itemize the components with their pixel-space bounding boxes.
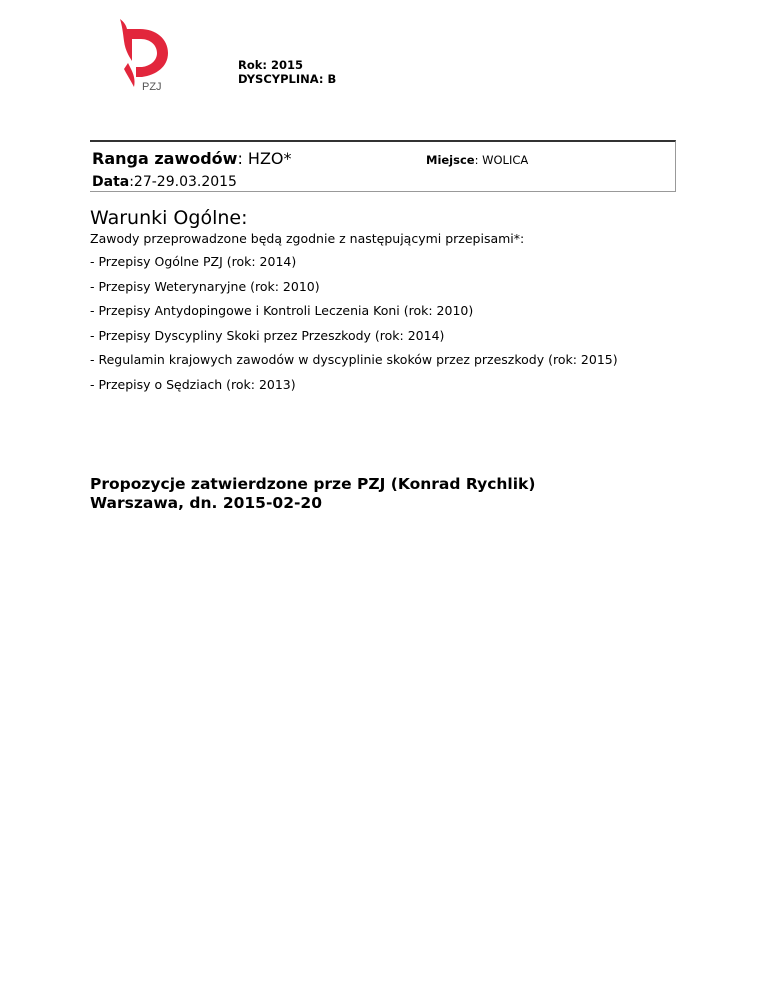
event-info-box: [90, 140, 676, 192]
rank-label: Ranga zawodów: [92, 149, 238, 168]
place-label: Miejsce: [426, 153, 475, 167]
rule-item: - Przepisy Ogólne PZJ (rok: 2014): [90, 254, 297, 269]
event-date: [92, 174, 237, 190]
approval-line: Propozycje zatwierdzone prze PZJ (Konrad Rychlik): [90, 475, 536, 493]
rule-item: - Przepisy Dyscypliny Skoki przez Przeszkody (rok: 2014): [90, 327, 445, 343]
discipline-label: DYSCYPLINA: B: [238, 72, 337, 86]
year-label: Rok: 2015: [238, 58, 304, 72]
conditions-title: Warunki Ogólne:: [90, 207, 248, 229]
conditions-intro: Zawody przeprowadzone będą zgodnie z następującymi przepisami*:: [90, 231, 525, 246]
rule-item: - Przepisy Weterynaryjne (rok: 2010): [90, 278, 320, 294]
pzj-logo: [114, 15, 176, 93]
svg-text:PZJ: PZJ: [142, 81, 162, 93]
approval-date-line: Warszawa, dn. 2015-02-20: [90, 494, 322, 512]
event-place: [426, 153, 528, 167]
event-rank: [92, 149, 292, 168]
rule-item: - Przepisy o Sędziach (rok: 2013): [90, 376, 296, 392]
date-value: :27-29.03.2015: [129, 174, 237, 190]
header-meta: [238, 58, 336, 86]
rule-item: - Regulamin krajowych zawodów w dyscyplinie skoków przez przeszkody (rok: 2015): [90, 352, 618, 367]
rank-value: : HZO*: [237, 149, 292, 168]
date-label: Data: [92, 174, 130, 190]
approval-block: [90, 475, 535, 513]
rules-list: [90, 254, 618, 401]
rule-item: - Przepisy Antydopingowe i Kontroli Leczenia Koni (rok: 2010): [90, 303, 474, 318]
place-value: : WOLICA: [474, 153, 529, 167]
